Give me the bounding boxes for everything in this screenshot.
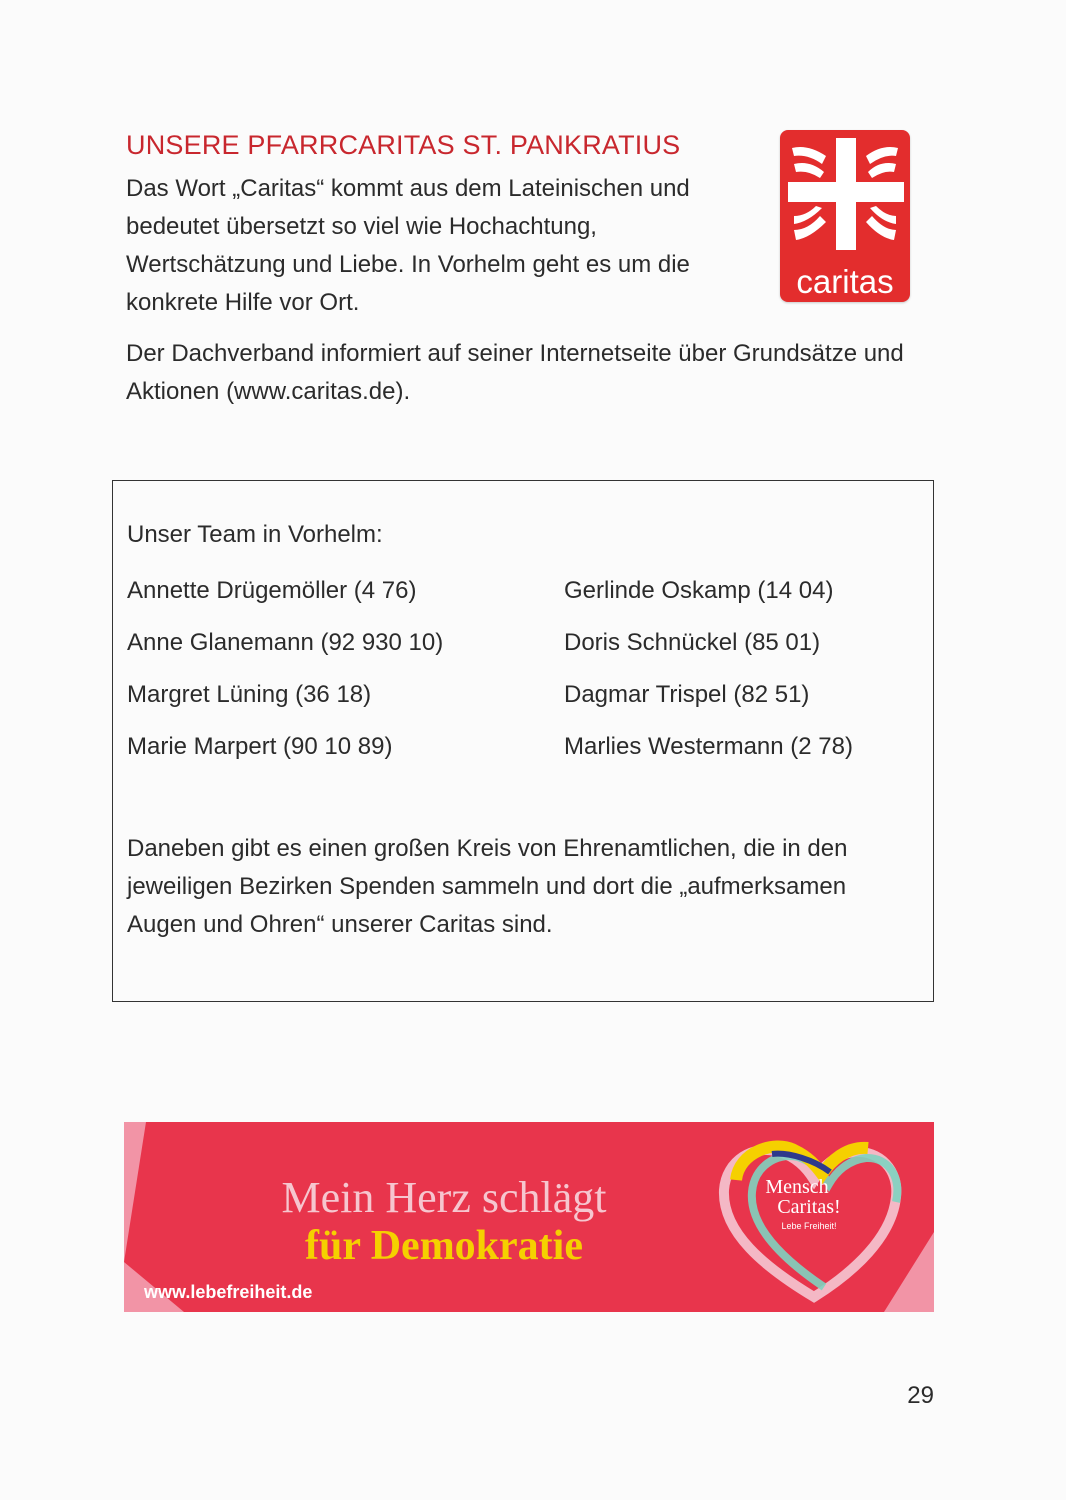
- team-member: Dagmar Trispel (82 51): [564, 681, 810, 708]
- team-member: Annette Drügemöller (4 76): [127, 577, 417, 604]
- section-heading: UNSERE PFARRCARITAS ST. PANKRATIUS: [126, 130, 681, 160]
- banner-headline: Mein Herz schlägt: [281, 1173, 607, 1222]
- team-member: Marlies Westermann (2 78): [564, 733, 853, 760]
- heart-text-caritas: Caritas!: [777, 1196, 841, 1218]
- caritas-logo: [780, 130, 910, 302]
- team-member: Anne Glanemann (92 930 10): [127, 629, 444, 656]
- heart-tagline: Lebe Freiheit!: [781, 1221, 837, 1231]
- heart-text-mensch: Mensch: [765, 1176, 829, 1198]
- page-number: 29: [907, 1382, 934, 1409]
- banner-subheadline: für Demokratie: [305, 1223, 583, 1269]
- team-box: [112, 480, 934, 1002]
- team-heading: Unser Team in Vorhelm:: [127, 521, 383, 548]
- democracy-banner[interactable]: [124, 1122, 934, 1312]
- team-member: Margret Lüning (36 18): [127, 681, 372, 708]
- team-member: Marie Marpert (90 10 89): [127, 733, 393, 760]
- website-paragraph: Der Dachverband informiert auf seiner Internetseite über Grundsätze und Aktionen (www.caritas.de).: [126, 340, 904, 405]
- caritas-cross-icon: [780, 130, 910, 260]
- team-member: Gerlinde Oskamp (14 04): [564, 577, 834, 604]
- caritas-logo-text: caritas: [796, 263, 894, 300]
- team-member: Doris Schnückel (85 01): [564, 629, 821, 656]
- intro-paragraph: Das Wort „Caritas“ kommt aus dem Lateinischen und bedeutet übersetzt so viel wie Hochachtung, Wertschätzung und Liebe. In Vorhelm geht es um die konkrete Hilfe vor Ort.: [126, 175, 690, 316]
- volunteers-note: Daneben gibt es einen großen Kreis von Ehrenamtlichen, die in den jeweiligen Bezirken Spenden sammeln und dort die „aufmerksamen Augen und Ohren“ unserer Caritas sind.: [127, 835, 848, 938]
- banner-url-link[interactable]: www.lebefreiheit.de: [144, 1282, 313, 1302]
